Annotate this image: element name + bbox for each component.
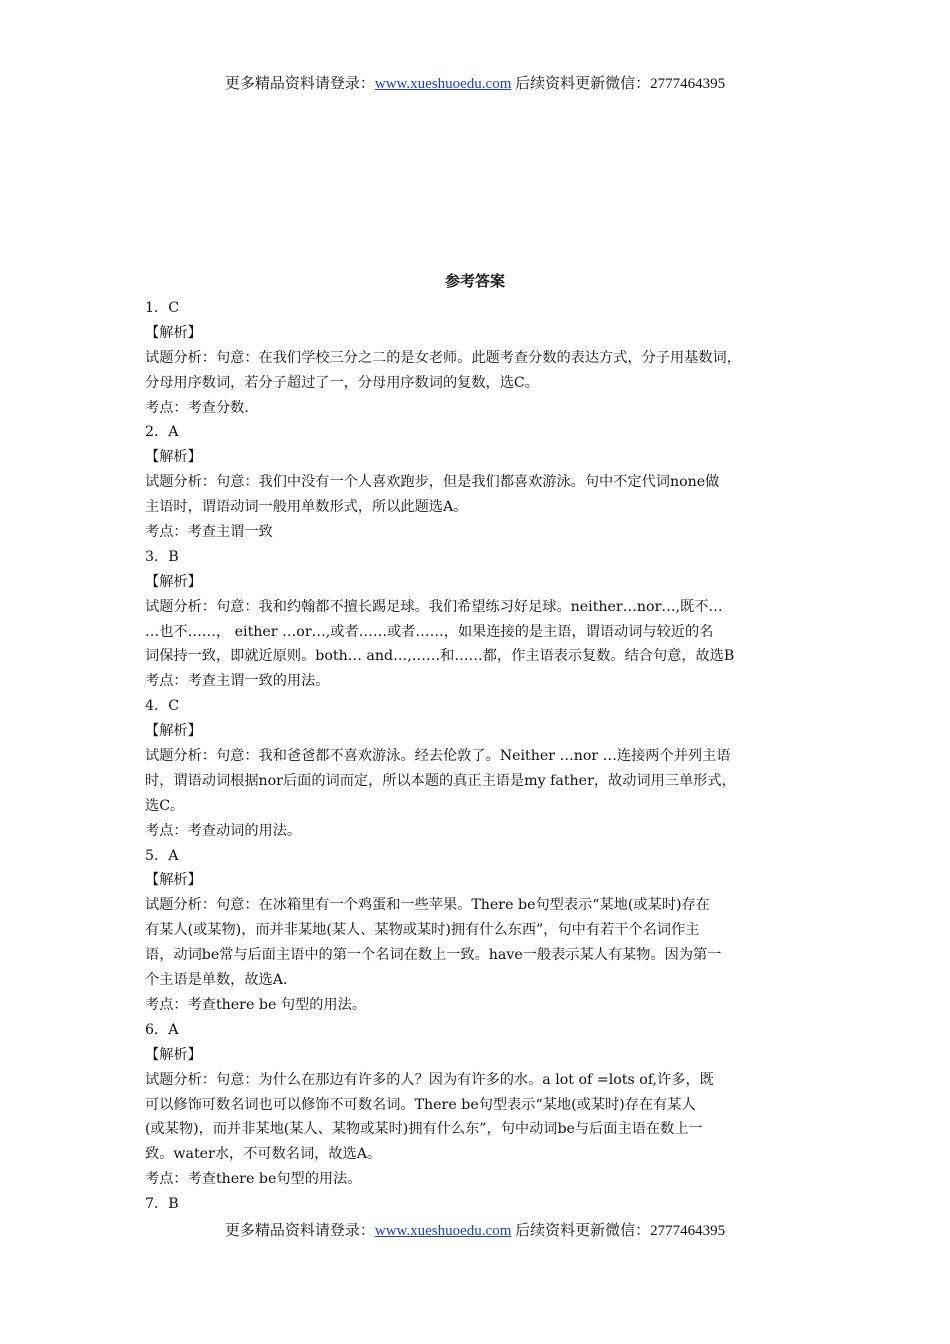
text-line: 考点：考查主谓一致的用法。 [145,673,330,690]
footer-link[interactable]: www.xueshuoedu.com [374,1223,512,1239]
footer-prefix: 更多精品资料请登录： [224,1223,375,1239]
text-line: 【解析】 [145,573,202,590]
text-line: 主语时，谓语动词一般用单数形式，所以此题选A。 [145,499,468,516]
text-line: 可以修饰可数名词也可以修饰不可数名词。There be句型表示“某地(或某时)存在有某人 [145,1096,696,1113]
footer-suffix: 后续资料更新微信：2777464395 [511,1223,726,1239]
text-line: 【解析】 [145,324,202,341]
page-title: 参考答案 [444,272,505,290]
text-line: 考点：考查there be 句型的用法。 [145,996,366,1013]
text-line: 试题分析：句意：我们中没有一个人喜欢跑步，但是我们都喜欢游泳。句中不定代词none做 [145,474,720,491]
text-line: 6．A [145,1021,179,1038]
text-line: 考点：考查动词的用法。 [145,822,302,839]
text-line: 分母用序数词，若分子超过了一，分母用序数词的复数，选C。 [145,374,539,391]
text-line: …也不……， either …or…,或者……或者……，如果连接的是主语，谓语动词与较近的名 [145,623,714,640]
text-line: 【解析】 [145,449,202,466]
text-line: 致。water水，不可数名词，故选A。 [145,1146,382,1163]
text-line: 3．B [145,548,179,565]
header-prefix: 更多精品资料请登录： [224,76,375,92]
text-line: 有某人(或某物)，而并非某地(某人、某物或某时)拥有什么东西”，句中有若干个名词作主 [145,922,700,939]
text-line: 试题分析：句意：在我们学校三分之二的是女老师。此题考查分数的表达方式，分子用基数词， [145,349,741,366]
text-line: 【解析】 [145,872,202,889]
footer-banner [0,1221,950,1241]
header-suffix: 后续资料更新微信：2777464395 [511,76,726,92]
text-line: 【解析】 [145,723,202,740]
text-line: 2．A [145,424,179,441]
text-line: 试题分析：句意：我和爸爸都不喜欢游泳。经去伦敦了。Neither …nor …连接两个并列主语 [145,748,731,765]
text-line: 考点：考查主谓一致 [145,524,273,541]
text-line: 试题分析：句意：我和约翰都不擅长踢足球。我们希望练习好足球。neither…nor…,既不… [145,598,723,615]
text-line: (或某物)，而并非某地(某人、某物或某时)拥有什么东”，句中动词be与后面主语在数上一 [145,1121,703,1138]
text-line: 个主语是单数，故选A. [145,972,288,989]
text-line: 1．C [145,300,180,316]
text-line: 5．A [145,847,179,864]
text-line: 词保持一致，即就近原则。both… and…,……和……都，作主语表示复数。结合句意，故选B [145,648,735,665]
text-line: 4．C [145,698,180,715]
header-banner [0,74,950,94]
text-line: 试题分析：句意：为什么在那边有许多的人？因为有许多的水。a lot of =lots of,许多，既 [145,1071,714,1088]
text-line: 7．B [145,1196,179,1213]
text-line: 试题分析：句意：在冰箱里有一个鸡蛋和一些苹果。There be句型表示“某地(或某时)存在 [145,897,710,914]
text-line: 【解析】 [145,1046,202,1063]
text-line: 考点：考查分数. [145,399,249,416]
text-line: 选C。 [145,797,185,814]
text-line: 考点：考查there be句型的用法。 [145,1171,362,1188]
answer-content [145,296,810,1217]
header-link[interactable]: www.xueshuoedu.com [374,76,512,92]
text-line: 时，谓语动词根据nor后面的词而定，所以本题的真正主语是my father，故动词用三单形式， [145,772,736,789]
text-line: 语，动词be常与后面主语中的第一个名词在数上一致。have一般表示某人有某物。因为第一 [145,947,722,964]
